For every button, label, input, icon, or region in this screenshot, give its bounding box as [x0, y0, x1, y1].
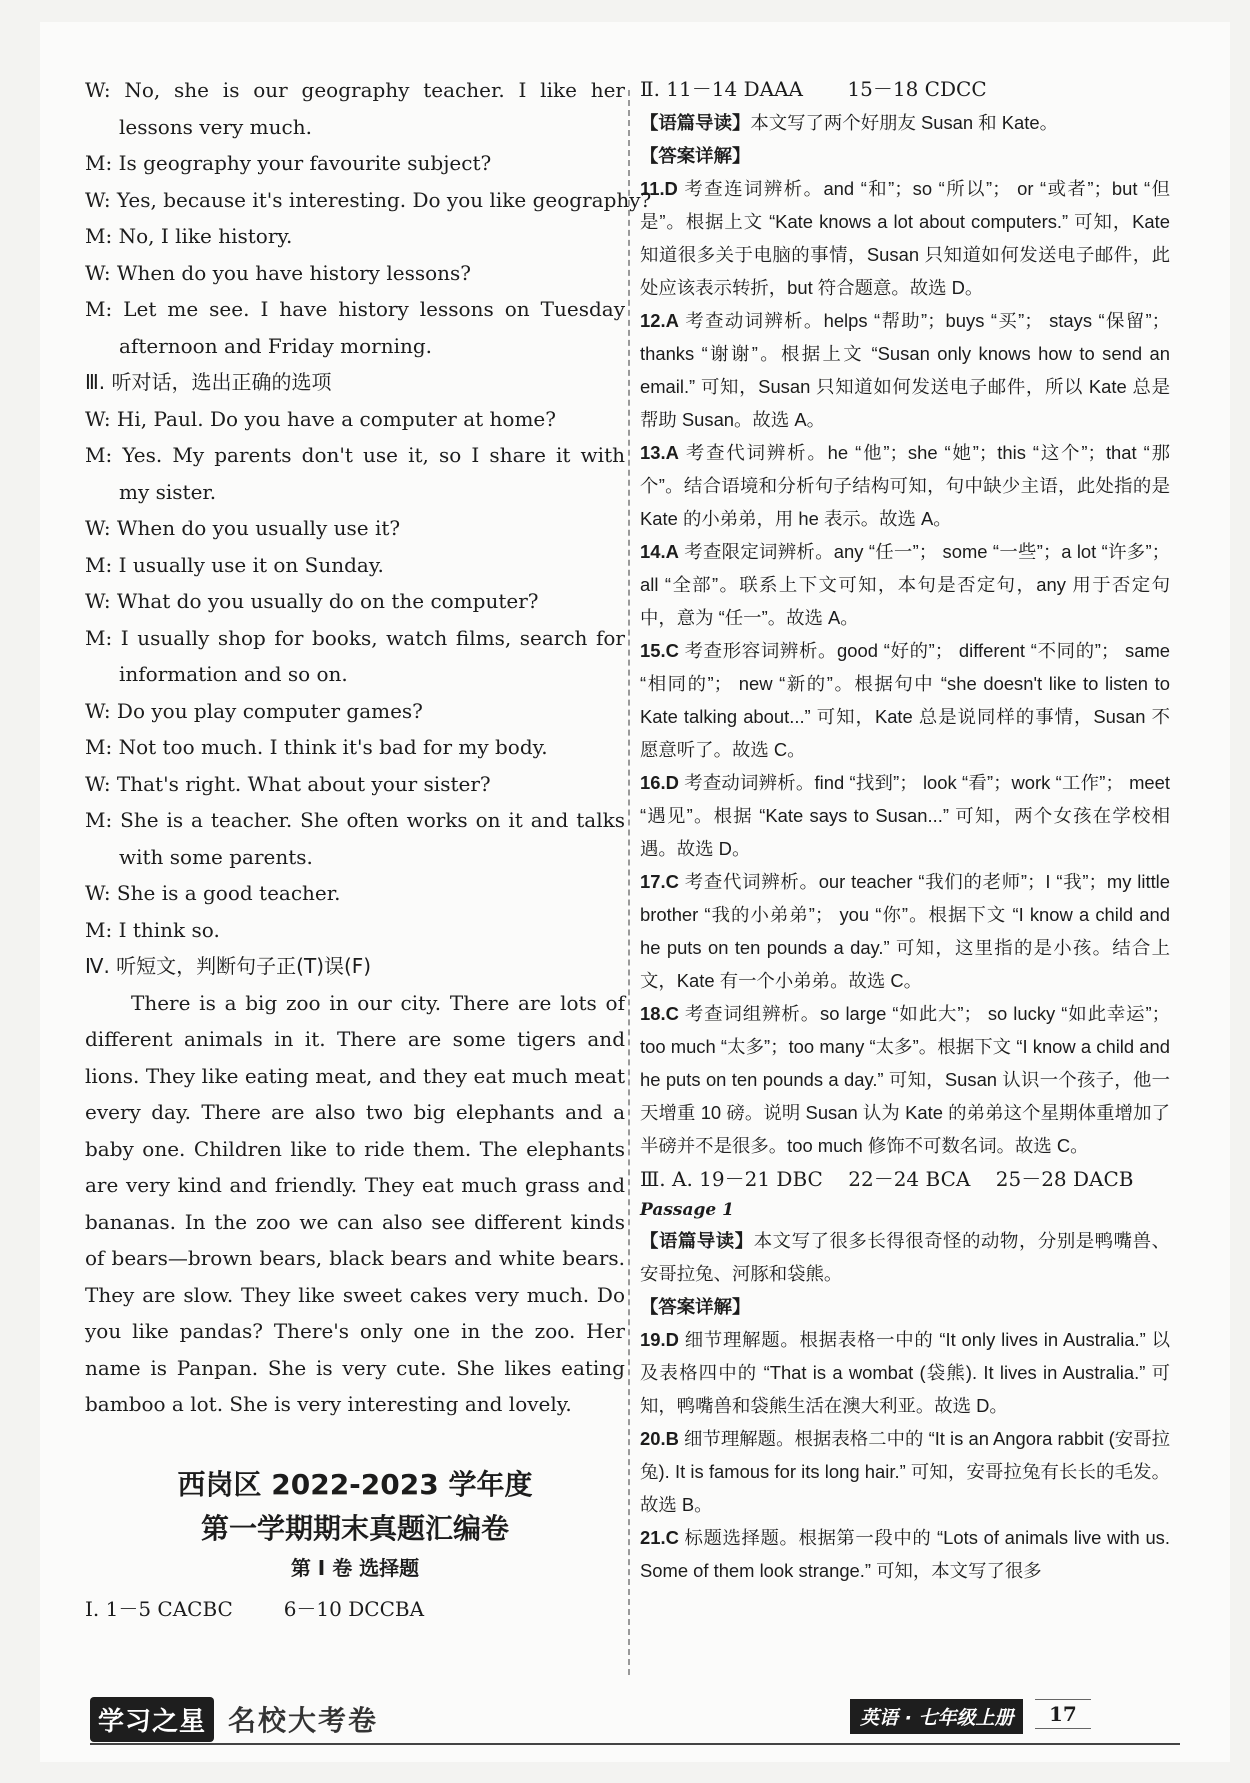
question-number: 16.D [640, 772, 679, 793]
question-number: 19.D [640, 1329, 679, 1350]
question-number: 15.C [640, 640, 679, 661]
explanation-text: 考查连词辨析。and “和”；so “所以”； or “或者”；but “但是”。根据上文 “Kate knows a lot about computers.” 可知，Kate 知道很多关于电脑的事情，Susan 只知道如何发送电子邮件，此处应该表示转折，but 符合题意。故选 D。 [640, 178, 1170, 298]
dialogue-line: my sister. [119, 479, 217, 504]
explanation-item [640, 634, 1170, 766]
explanation-item [640, 304, 1170, 436]
exam-title-line-1: 西岗区 2022-2023 学年度 [177, 1467, 533, 1501]
answers-part-2: Ⅱ. 11－14 DAAA 15－18 CDCC [640, 77, 987, 101]
explanation-text: 考查限定词辨析。any “任一”； some “一些”；a lot “许多”； all “全部”。联系上下文可知，本句是否定句，any 用于否定句中，意为 “任一”。故选 A。 [640, 541, 1170, 628]
page-footer [40, 1685, 1230, 1755]
explanation-text: 考查代词辨析。our teacher “我们的老师”；I “我”；my little brother “我的小弟弟”； you “你”。根据下文 “I know a child and he puts on ten pounds a day.” 可知，这里指的是小孩。结合上文，Kate 有一个小弟弟。故选 C。 [640, 871, 1170, 991]
guide-text: 本文写了很多长得很奇怪的动物，分别是鸭嘴兽、安哥拉兔、河豚和袋熊。 [640, 1230, 1170, 1284]
explanation-item [640, 436, 1170, 535]
dialogue-line: W: She is a good teacher. [85, 881, 341, 905]
dialogue-line: W: When do you have history lessons? [85, 260, 472, 285]
dialogue-line: M: She is a teacher. She often works on it and talks [85, 808, 625, 832]
explanation-item [640, 1422, 1170, 1521]
answers-part-3: Ⅲ. A. 19－21 DBC 22－24 BCA 25－28 DACB [640, 1167, 1134, 1191]
explanation-item [640, 766, 1170, 865]
question-number: 13.A [640, 442, 679, 463]
explanation-item [640, 865, 1170, 997]
left-column [85, 72, 652, 1627]
question-number: 21.C [640, 1527, 679, 1548]
question-number: 18.C [640, 1003, 679, 1024]
explanation-text: 细节理解题。根据表格一中的 “It only lives in Australia.” 以及表格四中的 “That is a wombat (袋熊). It lives in Australia.” 可知，鸭嘴兽和袋熊生活在澳大利亚。故选 D。 [640, 1329, 1170, 1416]
dialogue-line: W: When do you usually use it? [85, 516, 401, 540]
dialogue-1 [85, 72, 652, 364]
explanations-2 [640, 1323, 1170, 1587]
right-column [640, 72, 1170, 1587]
explanation-item [640, 1521, 1170, 1587]
dialogue-line: afternoon and Friday morning. [119, 333, 433, 358]
explanation-text: 细节理解题。根据表格二中的 “It is an Angora rabbit (安哥拉兔). It is famous for its long hair.” 可知，安哥拉兔有长长的毛发。故选 B。 [640, 1428, 1170, 1515]
dialogue-line: W: Hi, Paul. Do you have a computer at home? [85, 406, 556, 431]
guide-label: 【语篇导读】 [640, 112, 751, 133]
explanation-item [640, 535, 1170, 634]
explanation-text: 标题选择题。根据第一段中的 “Lots of animals live with us. Some of them look strange.” 可知，本文写了很多 [640, 1527, 1170, 1581]
brand-logo [90, 1695, 378, 1743]
listening-passage: There is a big zoo in our city. There are lots of different animals in it. There are some tigers and lions. They like eating meat, and they eat much meat every day. There are also two big elephants and a baby one. Children like to ride them. The elephants are very kind and friendly. They eat much grass and bananas. In the zoo we can also see different kinds of bears—brown bears, black bears and white bears. They are slow. They like sweet cakes very much. Do you like pandas? There's only one in the zoo. Her name is Panpan. She is very cute. She likes eating bamboo a lot. She is very interesting and lovely. [85, 990, 625, 1416]
explanation-item [640, 172, 1170, 304]
guide-1 [640, 106, 1170, 139]
dialogue-line: M: I usually shop for books, watch films, search for [85, 625, 625, 650]
passage-label: Passage 1 [640, 1200, 734, 1220]
brand-subtitle: 名校大考卷 [228, 1704, 379, 1737]
explanation-text: 考查动词辨析。helps “帮助”；buys “买”； stays “保留”； thanks “谢谢”。根据上文 “Susan only knows how to send an email.” 可知，Susan 只知道如何发送电子邮件，所以 Kate 总是帮助 Susan。故选 A。 [640, 310, 1170, 430]
dialogue-line: W: Yes, because it's interesting. Do you like geography? [85, 187, 652, 212]
dialogue-line: information and so on. [119, 662, 348, 686]
explanation-item [640, 1323, 1170, 1422]
dialogue-2 [85, 401, 625, 949]
dialogue-line: with some parents. [119, 844, 313, 869]
section-4-heading: Ⅳ. 听短文，判断句子正(T)误(F) [85, 954, 372, 978]
dialogue-line: M: Not too much. I think it's bad for my body. [85, 735, 548, 759]
dialogue-line: W: Do you play computer games? [85, 698, 423, 723]
explanations-1 [640, 172, 1170, 1162]
question-number: 17.C [640, 871, 679, 892]
brand-name: 学习之星 [90, 1697, 214, 1742]
guide-2 [640, 1224, 1170, 1290]
explanation-text: 考查词组辨析。so large “如此大”； so lucky “如此幸运”； too much “太多”；too many “太多”。根据下文 “I know a child and he puts on ten pounds a day.” 可知，Susan 认识一个孩子，他一天增重 10 磅。说明 Susan 认为 Kate 的弟弟这个星期体重增加了半磅并不是很多。too much 修饰不可数名词。故选 C。 [640, 1003, 1170, 1156]
dialogue-line: W: No, she is our geography teacher. I like her [85, 78, 625, 102]
dialogue-line: W: That's right. What about your sister? [85, 771, 491, 796]
question-number: 12.A [640, 310, 679, 331]
page-number: 17 [1035, 1699, 1091, 1729]
dialogue-line: M: I think so. [85, 917, 220, 942]
dialogue-line: M: Yes. My parents don't use it, so I share it with [85, 443, 625, 467]
detail-label-1: 【答案详解】 [640, 145, 751, 166]
explanation-text: 考查形容词辨析。good “好的”； different “不同的”； same “相同的”； new “新的”。根据句中 “she doesn't like to listen to Kate talking about...” 可知，Kate 总是说同样的事情，Susan 不愿意听了。故选 C。 [640, 640, 1170, 760]
question-number: 20.B [640, 1428, 679, 1449]
dialogue-line: M: No, I like history. [85, 224, 293, 248]
dialogue-line: M: I usually use it on Sunday. [85, 552, 384, 577]
section-3-heading: Ⅲ. 听对话，选出正确的选项 [85, 370, 332, 394]
guide-label: 【语篇导读】 [640, 1230, 754, 1251]
question-number: 14.A [640, 541, 679, 562]
question-number: 11.D [640, 178, 678, 199]
dialogue-line: W: What do you usually do on the computer? [85, 589, 539, 613]
grade-label: 英语 · 七年级上册 [850, 1699, 1023, 1734]
exam-part-title: 第 Ⅰ 卷 选择题 [290, 1555, 420, 1580]
explanation-text: 考查动词辨析。find “找到”； look “看”；work “工作”； meet “遇见”。根据 “Kate says to Susan...” 可知，两个女孩在学校相遇。故选 D。 [640, 772, 1170, 859]
answers-part-1: Ⅰ. 1－5 CACBC 6－10 DCCBA [85, 1596, 425, 1621]
column-divider [628, 90, 630, 1675]
answer-sheet-page [40, 22, 1230, 1762]
dialogue-line: lessons very much. [119, 114, 312, 139]
explanation-text: 考查代词辨析。he “他”；she “她”；this “这个”；that “那个”。结合语境和分析句子结构可知，句中缺少主语，此处指的是 Kate 的小弟弟，用 he 表示。故选 A。 [640, 442, 1170, 529]
guide-text: 本文写了两个好朋友 Susan 和 Kate。 [750, 112, 1058, 133]
dialogue-line: M: Is geography your favourite subject? [85, 151, 492, 175]
dialogue-line: M: Let me see. I have history lessons on Tuesday [85, 297, 625, 321]
detail-label-2: 【答案详解】 [640, 1296, 751, 1317]
footer-rule [90, 1743, 1180, 1745]
explanation-item [640, 997, 1170, 1162]
exam-title-line-2: 第一学期期末真题汇编卷 [200, 1511, 509, 1545]
